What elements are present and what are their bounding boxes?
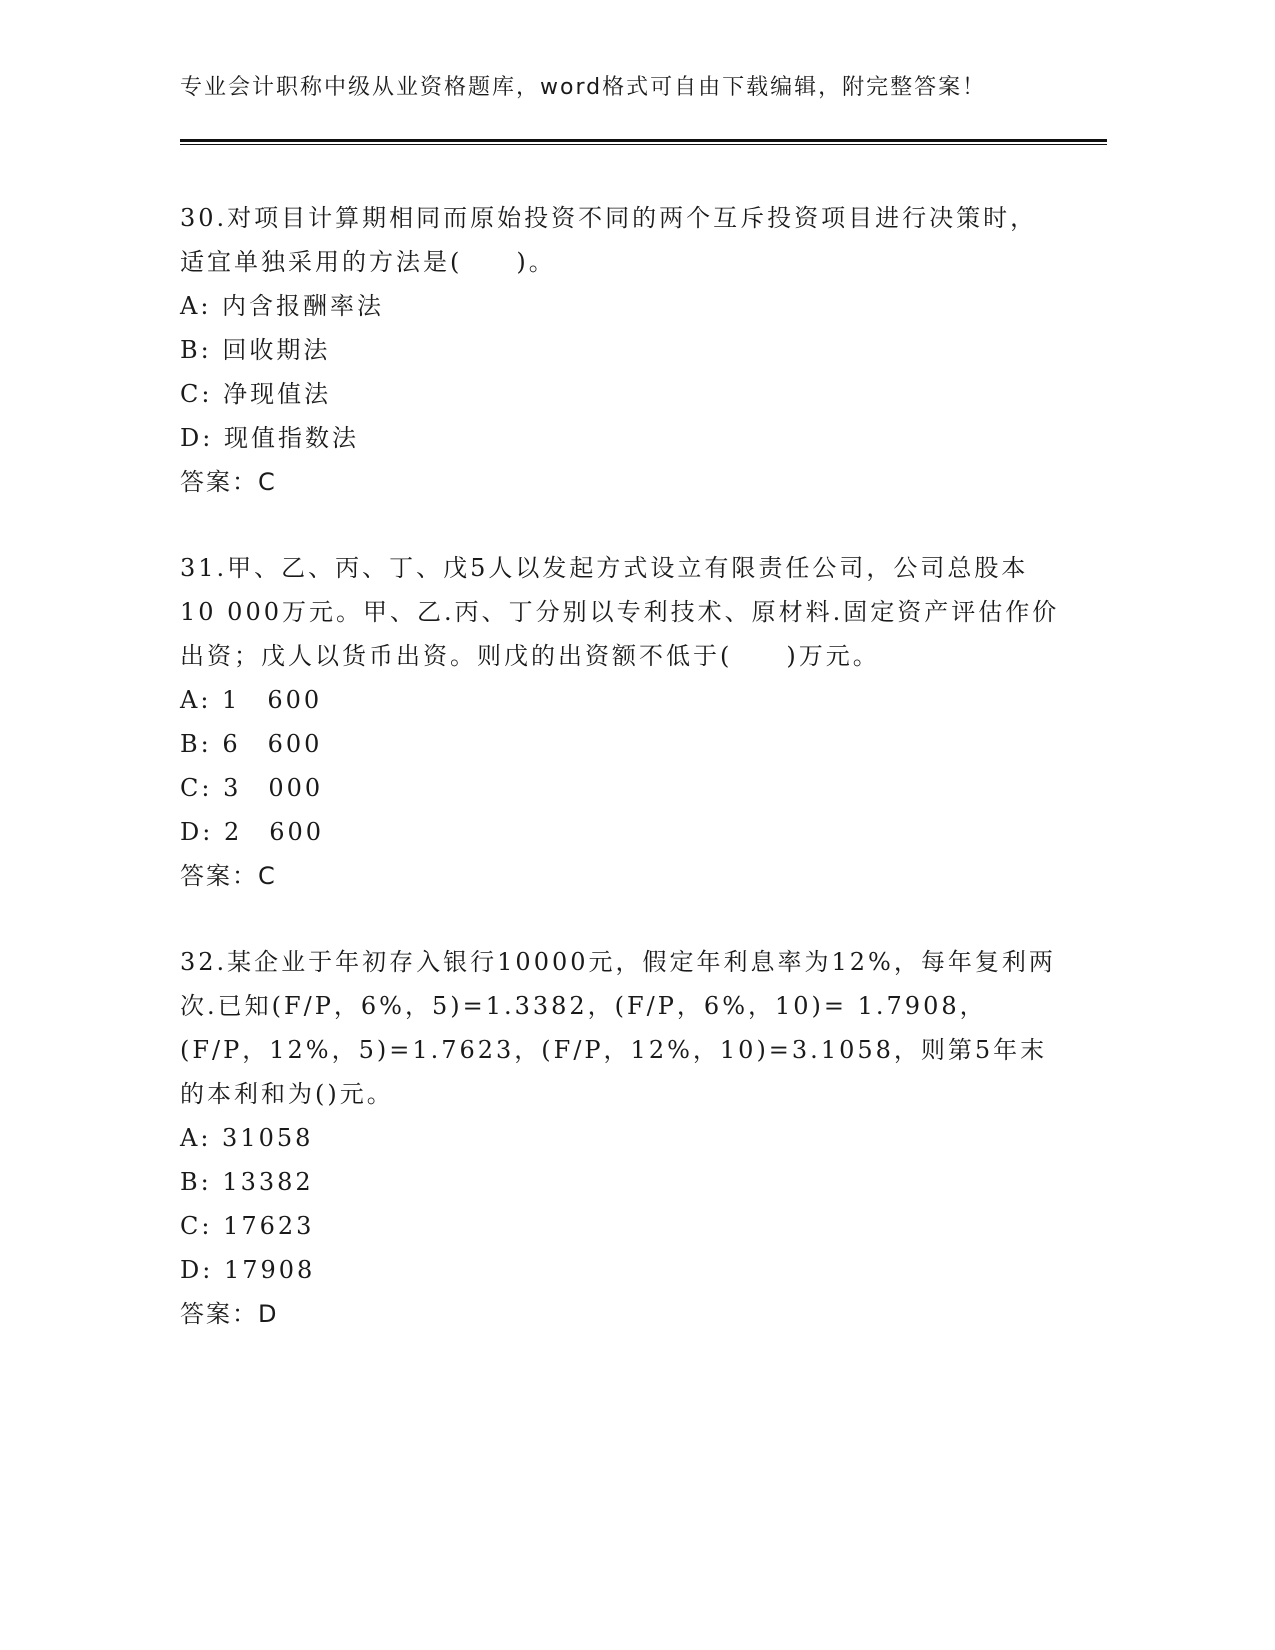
answer: 答案：D [180, 1300, 279, 1328]
question-31 [180, 546, 1060, 898]
header-rule-thin [180, 144, 1107, 145]
answer: 答案：C [180, 862, 277, 890]
answer: 答案：C [180, 468, 277, 496]
option-d: D: 17908 [180, 1256, 316, 1284]
option-c: C: 17623 [180, 1212, 315, 1240]
option-a: A: 31058 [180, 1124, 314, 1152]
option-c: C: 3 000 [180, 774, 324, 802]
option-c: C: 净现值法 [180, 380, 332, 408]
option-a: A: 内含报酬率法 [180, 292, 385, 320]
question-stem: 32.某企业于年初存入银行10000元，假定年利息率为12%，每年复利两次.已知(F/P，6%，5)=1.3382，(F/P，6%，10)= 1.7908，(F/P，12%，5)=1.7623，(F/P，12%，10)=3.1058，则第5年末的本利和为()元。 [180, 948, 1056, 1108]
option-b: B: 6 600 [180, 730, 323, 758]
option-d: D: 现值指数法 [180, 424, 359, 452]
header-rule [180, 139, 1107, 142]
option-b: B: 13382 [180, 1168, 314, 1196]
option-d: D: 2 600 [180, 818, 325, 846]
question-stem: 30.对项目计算期相同而原始投资不同的两个互斥投资项目进行决策时，适宜单独采用的方法是( )。 [180, 204, 1038, 276]
page-header: 专业会计职称中级从业资格题库，word格式可自由下载编辑，附完整答案！ [180, 75, 987, 100]
option-a: A: 1 600 [180, 686, 323, 714]
question-stem: 31.甲、乙、丙、丁、戊5人以发起方式设立有限责任公司，公司总股本10 000万元。甲、乙.丙、丁分别以专利技术、原材料.固定资产评估作价出资；戊人以货币出资。则戊的出资额不低于( )万元。 [180, 554, 1060, 670]
question-32 [180, 940, 1060, 1336]
option-b: B: 回收期法 [180, 336, 331, 364]
question-list [180, 196, 1060, 1378]
question-30 [180, 196, 1060, 504]
